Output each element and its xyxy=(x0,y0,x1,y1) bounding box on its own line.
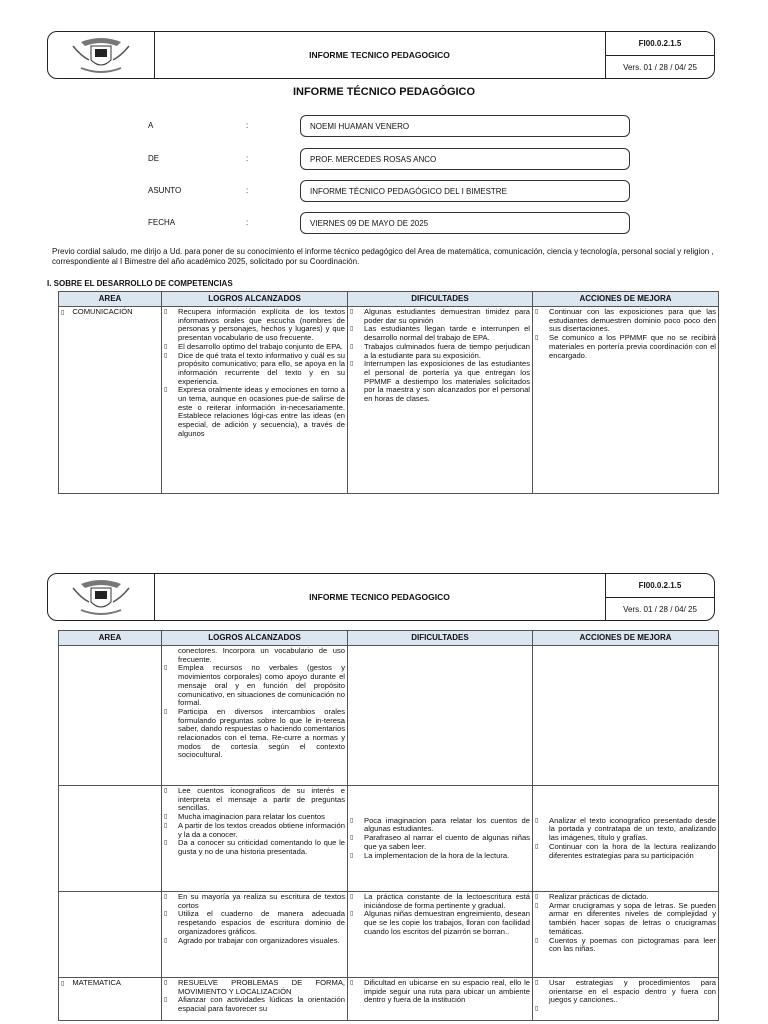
page1-header xyxy=(47,31,715,79)
form-code: FI00.0.2.1.5 xyxy=(638,580,682,590)
list-item: ▯ Algunas niñas demuestran engreimiento, desean que se les copie los trabajos, lloran con facilidad cuando los escritos del pizarrón se borran.. xyxy=(350,910,530,936)
memo-colon: : xyxy=(246,218,249,227)
acciones-cell xyxy=(533,646,719,786)
form-code: FI00.0.2.1.5 xyxy=(638,38,682,48)
col-header-dificultades: DIFICULTADES xyxy=(348,631,533,646)
dificultades-cell xyxy=(348,786,533,892)
list-item: ▯ Cuentos y poemas con pictogramas para leer con las niñas. xyxy=(535,937,716,954)
acciones-cell xyxy=(533,978,719,1021)
competencies-table-page1 xyxy=(58,291,719,494)
memo-value-box: PROF. MERCEDES ROSAS ANCO xyxy=(300,148,630,170)
logros-cell xyxy=(162,307,348,494)
list-item: ▯ Las estudiantes llegan tarde e interrunpen el desarrollo normal del trabajo de EPA. xyxy=(350,325,530,342)
list-item: ▯ Utiliza el cuaderno de manera adecuada respetando espacios de escritura dominio de organizadores gráficos. xyxy=(164,910,345,936)
col-header-acciones: ACCIONES DE MEJORA xyxy=(533,292,719,307)
dificultades-cell xyxy=(348,646,533,786)
list-item: ▯ Analizar el texto iconografico presentado desde la portada y contratapa de un texto, analizando las imágenes, título y grafías. xyxy=(535,817,716,843)
logros-cell xyxy=(162,646,348,786)
list-item: ▯ Continuar con la hora de la lectura realizando diferentes estrategias para su participación xyxy=(535,843,716,860)
memo-value-box: NOEMI HUAMAN VENERO xyxy=(300,115,630,137)
memo-row-date xyxy=(0,212,768,234)
list-item: ▯ Recupera información explícita de los textos informativos orales que escucha (nombres de personas y personajes, hechos y lugares) y que presentan vocabulario de uso frecuente. xyxy=(164,308,345,343)
area-name: MATEMATICA xyxy=(72,978,121,987)
memo-label: FECHA xyxy=(148,218,176,227)
memo-row-from xyxy=(0,148,768,170)
list-item: ▯ Lee cuentos iconograficos de su interés e interpreta el mensaje a partir de preguntas sencillas. xyxy=(164,787,345,813)
memo-value-box: VIERNES 09 DE MAYO DE 2025 xyxy=(300,212,630,234)
list-item: ▯ En su mayoría ya realiza su escritura de textos cortos xyxy=(164,893,345,910)
col-header-dificultades: DIFICULTADES xyxy=(348,292,533,307)
col-header-area: AREA xyxy=(59,292,162,307)
list-item: ▯ RESUELVE PROBLEMAS DE FORMA, MOVIMIENTO Y LOCALIZACIÓN xyxy=(164,979,345,996)
list-item: ▯ Trabajos culminados fuera de tiempo perjudican a la estudiante para su exposición. xyxy=(350,343,530,360)
area-cell: ▯ MATEMATICA xyxy=(59,978,162,1021)
area-cell xyxy=(59,892,162,978)
list-item: ▯ Emplea recursos no verbales (gestos y movimientos corporales) como apoyo durante el mensaje oral y en función del propósito comunicativo, en situaciones de comunicación no formal. xyxy=(164,664,345,708)
document-title: INFORME TÉCNICO PEDAGÓGICO xyxy=(292,86,476,98)
header-title: INFORME TECNICO PEDAGOGICO xyxy=(309,592,450,602)
table-row xyxy=(59,978,719,1021)
list-item: ▯ El desarrollo optimo del trabajo conjunto de EPA. xyxy=(164,343,345,352)
col-header-acciones: ACCIONES DE MEJORA xyxy=(533,631,719,646)
memo-label: ASUNTO xyxy=(148,186,182,195)
form-version: Vers. 01 / 28 / 04/ 25 xyxy=(623,62,697,72)
area-cell xyxy=(59,786,162,892)
header-title: INFORME TECNICO PEDAGOGICO xyxy=(309,50,450,60)
logros-cell xyxy=(162,892,348,978)
list-item: ▯ Realizar prácticas de dictado. xyxy=(535,893,716,902)
intro-paragraph: Previo cordial saludo, me dirijo a Ud. para poner de su conocimiento el informe técnico pedagógico del Area de matemática, comunicación, ciencia y tecnología, personal social y religion , correspondiente al I Bimestre del año académico 2025, solicitado por su Coordinación. xyxy=(52,247,714,266)
school-crest-logo xyxy=(67,576,135,618)
acciones-cell xyxy=(533,307,719,494)
memo-value-box: INFORME TÉCNICO PEDAGÓGICO DEL I BIMESTRE xyxy=(300,180,630,202)
list-item: ▯ Algunas estudiantes demuestran timidez para poder dar su opinión xyxy=(350,308,530,325)
list-item: ▯ A partir de los textos creados obtiene información y la da a conocer. xyxy=(164,822,345,839)
area-cell: ▯ COMUNICACIÓN xyxy=(59,307,162,494)
col-header-logros: LOGROS ALCANZADOS xyxy=(162,292,348,307)
memo-label: A xyxy=(148,121,154,130)
section-heading: I. SOBRE EL DESARROLLO DE COMPETENCIAS xyxy=(47,279,233,288)
acciones-cell xyxy=(533,786,719,892)
memo-label: DE xyxy=(148,154,160,163)
page2-header xyxy=(47,573,715,621)
table-row xyxy=(59,646,719,786)
list-item: ▯ Mucha imaginacion para relatar los cuentos xyxy=(164,813,345,822)
logros-cell xyxy=(162,786,348,892)
dificultades-cell xyxy=(348,978,533,1021)
school-crest-logo xyxy=(67,34,135,76)
logros-cell xyxy=(162,978,348,1021)
acciones-cell xyxy=(533,892,719,978)
col-header-logros: LOGROS ALCANZADOS xyxy=(162,631,348,646)
list-item: ▯ Agrado por trabajar con organizadores visuales. xyxy=(164,937,345,946)
competencies-table-page2 xyxy=(58,630,719,1021)
table-row xyxy=(59,307,719,494)
area-cell xyxy=(59,646,162,786)
list-item: ▯ Participa en diversos intercambios orales formulando preguntas sobre lo que le in-teresa saber, dando respuestas o haciendo comentarios relacionados con el tema. Re-curre a normas y modos de cortesía según el contexto sociocultural. xyxy=(164,708,345,760)
list-item: ▯ Da a conocer su criticidad comentando lo que le gusta y no de una historia presentada. xyxy=(164,839,345,856)
list-item: ▯ Afianzar con actividades lúdicas la orientación espacial para favorecer su xyxy=(164,996,345,1013)
list-item: ▯ La práctica constante de la lectoescritura está iniciándose de forma pertinente y gradual. xyxy=(350,893,530,910)
list-item: ▯ Interrumpen las exposiciones de las estudiantes el personal de portería ya que entregan los PPMMF a destiempo los materiales solicitados por la maestra y son alcanzados por el personal en horas de clases. xyxy=(350,360,530,404)
list-item: ▯ Poca imaginacion para relatar los cuentos de algunas estudiantes. xyxy=(350,817,530,834)
list-item: ▯ Dificultad en ubicarse en su espacio real, ello le impide seguir una ruta para ubicar un ambiente dentro y fuera de la institución xyxy=(350,979,530,1005)
list-item: ▯ Usar estrategias y procedimientos para orientarse en el espacio dentro y fuera con juegos y canciones.. xyxy=(535,979,716,1005)
dificultades-cell xyxy=(348,307,533,494)
list-item: ▯ Parafraseo al narrar el cuento de algunas niñas que ya saben leer. xyxy=(350,834,530,851)
list-item: ▯ La implementacion de la hora de la lectura. xyxy=(350,852,530,861)
list-item-continued: conectores. Incorpora un vocabulario de uso frecuente. xyxy=(178,646,345,664)
table-row xyxy=(59,786,719,892)
list-item: ▯ Dice de qué trata el texto informativo y cuál es su propósito comunicativo; para ello, se apoya en la información recurrente del texto y en su experiencia. xyxy=(164,352,345,387)
table-row xyxy=(59,892,719,978)
col-header-area: AREA xyxy=(59,631,162,646)
memo-colon: : xyxy=(246,186,249,195)
memo-row-to xyxy=(0,115,768,137)
area-name: COMUNICACIÓN xyxy=(72,307,133,316)
form-version: Vers. 01 / 28 / 04/ 25 xyxy=(623,604,697,614)
list-item: ▯ Se comunico a los PPMMF que no se recibirá materiales en portería previa coordinación con el encargado. xyxy=(535,334,716,360)
list-item: ▯ Expresa oralmente ideas y emociones en torno a un tema, aunque en ocasiones pue-de salirse de este o reiterar información in-necesariamente. Establece relaciones lógi-cas entre las ideas (en especial, de adición y secuencia), a través de algunos xyxy=(164,386,345,438)
memo-colon: : xyxy=(246,121,249,130)
list-item: ▯ Armar crucigramas y sopa de letras. Se pueden armar en diferentes niveles de complejidad y también hacer sopas de letras o crucigramas temáticas. xyxy=(535,902,716,937)
list-item: ▯ Continuar con las exposiciones para que las estudiantes demuestren dominio poco poco den sus disertaciones. xyxy=(535,308,716,334)
memo-row-subject xyxy=(0,180,768,202)
memo-colon: : xyxy=(246,154,249,163)
dificultades-cell xyxy=(348,892,533,978)
